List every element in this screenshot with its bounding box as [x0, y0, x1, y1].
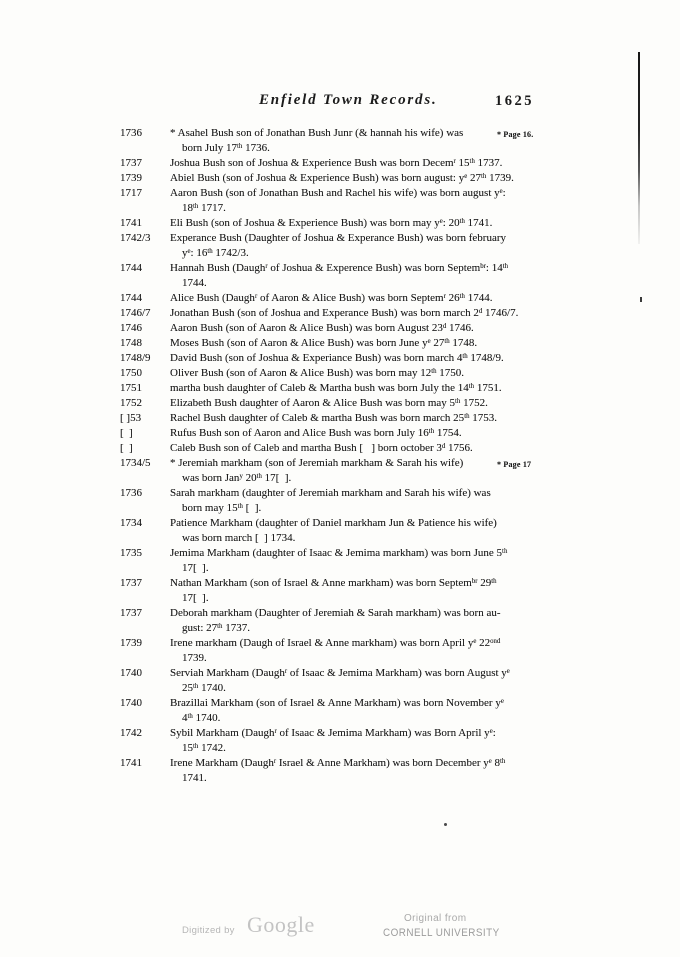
entry-year: [ ] — [120, 427, 133, 439]
entry-text: Jemima Markham (daughter of Isaac & Jemima markham) was born June 5th 17[ ]. — [170, 547, 508, 574]
record-entry — [120, 576, 560, 606]
entries-list — [120, 126, 560, 786]
entry-text: Rufus Bush son of Aaron and Alice Bush was born July 16th 1754. — [170, 427, 462, 439]
entry-year: 1742/3 — [120, 232, 151, 244]
entry-year: 1740 — [120, 667, 142, 679]
record-entry — [120, 291, 560, 306]
entry-year: 1737 — [120, 607, 142, 619]
entry-text: Jonathan Bush (son of Joshua and Experance Bush) was born march 2$^d$ 1746/7. — [170, 307, 519, 319]
record-entry — [120, 636, 560, 666]
entry-year: 1744 — [120, 292, 142, 304]
entry-year: 1740 — [120, 697, 142, 709]
ink-speck — [444, 823, 447, 826]
page-title: Enfield Town Records. — [259, 92, 438, 108]
entry-year: 1736 — [120, 127, 142, 139]
record-entry — [120, 216, 560, 231]
record-entry — [120, 606, 560, 636]
entry-text: Nathan Markham (son of Israel & Anne markham) was born Septem$^{br}$ 29th 17[ ]. — [170, 577, 497, 604]
entry-text: Moses Bush (son of Aaron & Alice Bush) was born June $y^e$ 27th 1748. — [170, 337, 478, 349]
margin-note: * Page 16. — [497, 130, 534, 139]
entry-year: 1741 — [120, 217, 142, 229]
entry-text: Aaron Bush (son of Aaron & Alice Bush) was born August 23$^d$ 1746. — [170, 322, 474, 334]
record-entry — [120, 456, 560, 486]
entry-text: Aaron Bush (son of Jonathan Bush and Rachel his wife) was born august $y^e$: 18th 1717. — [170, 187, 506, 214]
entry-text: Caleb Bush son of Caleb and martha Bush [ ] born october 3$^d$ 1756. — [170, 442, 473, 454]
entry-text: Irene markham (Daugh of Israel & Anne markham) was born April $y^e$ $22^{ond}$ 1739. — [170, 637, 501, 664]
entry-year: [ ] — [120, 442, 133, 454]
entry-text: * Jeremiah markham (son of Jeremiah markham & Sarah his wife) was born Jan$^y$ 20th 17[ ]. — [170, 457, 464, 484]
record-entry — [120, 516, 560, 546]
entry-text: Patience Markham (daughter of Daniel markham Jun & Patience his wife) was born march [ ] 1734. — [170, 517, 497, 544]
entry-text: Alice Bush (Daugh$^r$ of Aaron & Alice Bush) was born Septem$^r$ 26th 1744. — [170, 292, 493, 304]
record-entry — [120, 156, 560, 171]
entry-year: [ ]53 — [120, 412, 142, 424]
entry-year: 1746 — [120, 322, 142, 334]
record-entry — [120, 186, 560, 216]
google-logo: Google — [247, 912, 315, 937]
page-number: 1625 — [495, 93, 534, 109]
record-entry — [120, 666, 560, 696]
record-entry — [120, 756, 560, 786]
record-entry — [120, 336, 560, 351]
record-entry — [120, 321, 560, 336]
record-entry — [120, 696, 560, 726]
entry-year: 1737 — [120, 157, 142, 169]
record-entry — [120, 351, 560, 366]
record-entry — [120, 546, 560, 576]
entry-year: 1752 — [120, 397, 142, 409]
entry-year: 1734/5 — [120, 457, 151, 469]
entry-year: 1734 — [120, 517, 142, 529]
entry-text: David Bush (son of Joshua & Experiance Bush) was born march 4th 1748/9. — [170, 352, 504, 364]
original-from-label: Original from — [404, 913, 467, 924]
entry-year: 1736 — [120, 487, 142, 499]
entry-year: 1748/9 — [120, 352, 151, 364]
entry-year: 1742 — [120, 727, 142, 739]
entry-year: 1746/7 — [120, 307, 151, 319]
entry-text: Irene Markham (Daugh$^r$ Israel & Anne Markham) was born December $y^e$ 8th 1741. — [170, 757, 506, 784]
record-entry — [120, 126, 560, 156]
entry-text: Brazillai Markham (son of Israel & Anne Markham) was born November $y^e$ 4th 1740. — [170, 697, 504, 724]
entry-text: martha bush daughter of Caleb & Martha bush was born July the 14th 1751. — [170, 382, 502, 394]
entry-year: 1735 — [120, 547, 142, 559]
entry-text: Sarah markham (daughter of Jeremiah markham and Sarah his wife) was born may 15th [ ]. — [170, 487, 491, 514]
entry-text: Oliver Bush (son of Aaron & Alice Bush) was born may 12th 1750. — [170, 367, 465, 379]
record-entry — [120, 426, 560, 441]
record-entry — [120, 441, 560, 456]
entry-text: * Asahel Bush son of Jonathan Bush Junr (& hannah his wife) was born July 17th 1736. — [170, 127, 464, 154]
record-entry — [120, 366, 560, 381]
record-entry — [120, 381, 560, 396]
entry-text: Serviah Markham (Daugh$^r$ of Isaac & Jemima Markham) was born August $y^e$ 25th 1740. — [170, 667, 510, 694]
scan-scratch-mark — [638, 52, 640, 244]
ink-speck — [640, 297, 642, 302]
record-entry — [120, 726, 560, 756]
entry-text: Rachel Bush daughter of Caleb & martha Bush was born march 25th 1753. — [170, 412, 497, 424]
margin-note: * Page 17 — [497, 460, 532, 469]
digitized-by-label: Digitized by — [182, 925, 235, 936]
entry-year: 1739 — [120, 172, 142, 184]
entry-year: 1717 — [120, 187, 142, 199]
entry-year: 1744 — [120, 262, 142, 274]
entry-text: Abiel Bush (son of Joshua & Experience Bush) was born august: $y^e$ 27th 1739. — [170, 172, 514, 184]
record-entry — [120, 411, 560, 426]
entry-text: Experance Bush (Daughter of Joshua & Experance Bush) was born february $y^e$: 16th 1742/3. — [170, 232, 506, 259]
record-entry — [120, 396, 560, 411]
entry-year: 1739 — [120, 637, 142, 649]
entry-text: Hannah Bush (Daugh$^r$ of Joshua & Experence Bush) was born Septem$^{br}$: 14th 1744. — [170, 262, 509, 289]
entry-text: Sybil Markham (Daugh$^r$ of Isaac & Jemima Markham) was Born April $y^e$: 15th 1742. — [170, 727, 496, 754]
record-entry — [120, 306, 560, 321]
entry-text: Deborah markham (Daughter of Jeremiah & Sarah markham) was born au- gust: 27th 1737. — [170, 607, 501, 634]
institution-label: CORNELL UNIVERSITY — [383, 927, 500, 939]
entry-text: Eli Bush (son of Joshua & Experience Bush) was born may $y^e$: 20th 1741. — [170, 217, 493, 229]
record-entry — [120, 486, 560, 516]
record-entry — [120, 231, 560, 261]
record-entry — [120, 171, 560, 186]
entry-year: 1748 — [120, 337, 142, 349]
entry-year: 1751 — [120, 382, 142, 394]
entry-text: Joshua Bush son of Joshua & Experience Bush was born Decem$^r$ 15th 1737. — [170, 157, 503, 169]
entry-year: 1750 — [120, 367, 142, 379]
record-entry — [120, 261, 560, 291]
entry-year: 1737 — [120, 577, 142, 589]
entry-text: Elizabeth Bush daughter of Aaron & Alice Bush was born may 5th 1752. — [170, 397, 488, 409]
entry-year: 1741 — [120, 757, 142, 769]
